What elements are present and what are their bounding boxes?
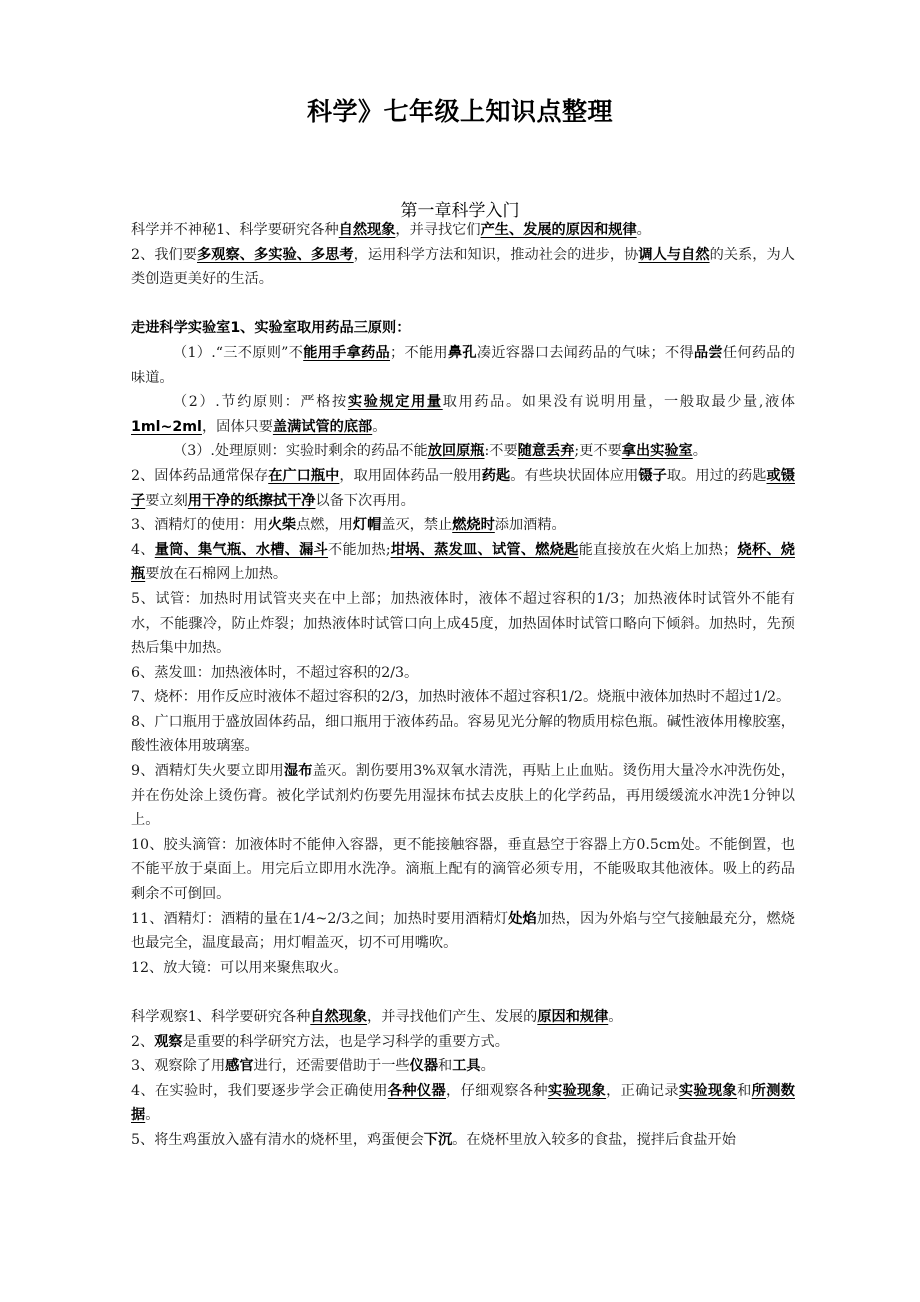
text-run: （1）.“三不原则”不 bbox=[173, 344, 304, 361]
emphasized-term: 盖满试管的底部 bbox=[272, 418, 373, 435]
text-run: 4、在实验时，我们要逐步学会正确使用 bbox=[131, 1082, 388, 1099]
text-run: 9、酒精灯失火要立即用 bbox=[131, 763, 284, 780]
emphasized-term: 自然现象 bbox=[310, 1009, 368, 1025]
text-run: ；不能用 bbox=[390, 344, 448, 361]
paragraph bbox=[131, 710, 795, 759]
chapter-heading: 第一章科学入门 bbox=[400, 201, 520, 221]
text-run: 取用药品。如果没有说明用量，一般取最少量,液体 bbox=[442, 394, 795, 411]
text-run: ，并寻找它们 bbox=[395, 222, 481, 238]
text-run: 11、酒精灯：酒精的量在1/4~2/3之间；加热时要用酒精灯 bbox=[131, 910, 509, 927]
text-run: 4、 bbox=[131, 541, 155, 558]
text-run: 不能加热; bbox=[328, 541, 391, 558]
emphasized-term: 处焰 bbox=[508, 910, 537, 927]
paragraph bbox=[131, 390, 795, 439]
text-run: 。在烧杯里放入较多的食盐，搅拌后食盐开始 bbox=[452, 1131, 736, 1148]
emphasized-term: 实验规定用量 bbox=[347, 394, 443, 411]
paragraph bbox=[131, 341, 795, 390]
emphasized-term: 拿出实验室 bbox=[621, 443, 693, 460]
text-run: 凑近容器口去闻药品的气味；不得 bbox=[476, 344, 694, 361]
text-run: 盖灭，禁止 bbox=[381, 517, 453, 534]
text-run: 以备下次再用。 bbox=[315, 492, 415, 509]
text-run: 2、我们要 bbox=[131, 246, 198, 263]
text-run: 科学并不神秘1、科学要研究各种 bbox=[131, 222, 339, 238]
text-run: 3、观察除了用 bbox=[131, 1058, 226, 1075]
emphasized-term: 湿布 bbox=[283, 763, 313, 780]
emphasized-term: 放回原瓶 bbox=[427, 443, 485, 460]
emphasized-term: 自然现象 bbox=[338, 222, 396, 238]
emphasized-term: 量筒、集气瓶、水槽、漏斗 bbox=[154, 541, 329, 558]
emphasized-term: 或镊子 bbox=[131, 467, 795, 509]
emphasized-term: 观察 bbox=[154, 1033, 183, 1050]
text-run: 8、广口瓶用于盛放固体药品，细口瓶用于液体药品。容易见光分解的物质用棕色瓶。碱性液体用橡胶塞，酸性液体用玻璃塞。 bbox=[131, 713, 795, 755]
paragraph bbox=[131, 956, 795, 981]
paragraph bbox=[131, 1005, 795, 1030]
emphasized-term: 下沉 bbox=[423, 1131, 453, 1148]
text-run: :不要 bbox=[484, 443, 518, 460]
text-run: 能直接放在火焰上加热； bbox=[578, 541, 738, 558]
emphasized-term: 仪器 bbox=[409, 1058, 439, 1075]
text-run: 6、蒸发皿：加热液体时，不超过容积的2/3。 bbox=[131, 664, 419, 681]
paragraph bbox=[131, 833, 795, 907]
text-run: 添加酒精。 bbox=[494, 517, 566, 534]
paragraph bbox=[131, 243, 795, 292]
emphasized-term: 品尝 bbox=[693, 344, 723, 361]
emphasized-term: 镊子 bbox=[638, 467, 667, 484]
document-body bbox=[131, 218, 795, 1153]
emphasized-term: 坩埚、蒸发皿、试管、燃烧匙 bbox=[390, 541, 579, 558]
text-run: ，仔细观察各种 bbox=[446, 1082, 548, 1099]
text-run: ;更不要 bbox=[574, 443, 622, 460]
emphasized-term: 调人与自然 bbox=[638, 246, 710, 263]
text-run: ，固体只要 bbox=[201, 418, 273, 435]
emphasized-term: 实验现象 bbox=[678, 1082, 738, 1099]
emphasized-term: 在广口瓶中 bbox=[268, 467, 340, 484]
text-run: 要立刻 bbox=[145, 492, 188, 509]
paragraph bbox=[131, 661, 795, 686]
text-run: 2、固体药品通常保存 bbox=[131, 467, 269, 484]
text-run: 要放在石棉网上加热。 bbox=[145, 566, 288, 583]
emphasized-term: 工具 bbox=[452, 1058, 481, 1075]
paragraph bbox=[131, 1054, 795, 1079]
text-run: 盖灭。割伤要用3%双氧水清洗，再贴上止血贴。烫伤用大量冷水冲洗伤处，并在伤处涂上烫伤膏。被化学试剂灼伤要先用湿抹布拭去皮肤上的化学药品，再用缓缓流水冲洗1分钟以上。 bbox=[131, 763, 795, 829]
text-run: 5、试管：加热时用试管夹夹在中上部；加热液体时，液体不超过容积的1/3；加热液体时试管外不能有水，不能骤冷，防止炸裂；加热液体时试管口向上成45度，加热固体时试管口略向下倾斜。加热时，先预热后集中加热。 bbox=[131, 590, 795, 657]
text-run: 2、 bbox=[131, 1033, 155, 1050]
text-run: 10、胶头滴管：加液体时不能伸入容器，更不能接触容器，垂直悬空于容器上方0.5cm处。不能倒置，也不能平放于桌面上。用完后立即用水洗净。滴瓶上配有的滴管必须专用，不能吸取其他液体。吸上的药品剩余不可倒回。 bbox=[131, 836, 795, 903]
paragraph bbox=[131, 1030, 795, 1055]
text-run: 5、将生鸡蛋放入盛有清水的烧杯里，鸡蛋便会 bbox=[131, 1131, 424, 1148]
text-run: 。 bbox=[636, 222, 651, 238]
text-run: （2）.节约原则：严格按 bbox=[173, 394, 348, 411]
text-run: 是重要的科学研究方法，也是学习科学的重要方式。 bbox=[182, 1033, 509, 1050]
paragraph bbox=[131, 464, 795, 513]
emphasized-term: 火柴 bbox=[267, 517, 297, 534]
text-run: ，并寻找他们产生、发展的 bbox=[367, 1009, 538, 1025]
text-run: 和 bbox=[438, 1058, 453, 1075]
emphasized-term: 燃烧时 bbox=[452, 517, 495, 534]
emphasized-term: 所测数据 bbox=[131, 1082, 795, 1124]
paragraph bbox=[131, 759, 795, 833]
text-run: 12、放大镜：可以用来聚焦取火。 bbox=[131, 959, 348, 976]
emphasized-term: 各种仪器 bbox=[387, 1082, 447, 1099]
paragraph bbox=[131, 907, 795, 956]
emphasized-term: 用干净的纸擦拭干净 bbox=[187, 492, 316, 509]
emphasized-term: 烧杯、烧瓶 bbox=[131, 541, 795, 583]
text-run: 7、烧杯：用作反应时液体不超过容积的2/3，加热时液体不超过容积1/2。烧瓶中液体加热时不超过1/2。 bbox=[131, 689, 791, 706]
emphasized-term: 药匙 bbox=[481, 467, 511, 484]
text-run: 。 bbox=[372, 418, 387, 435]
text-run: 。 bbox=[608, 1009, 623, 1025]
emphasized-term: 走进科学实验室1、实验室取用药品三原则： bbox=[131, 320, 411, 337]
emphasized-term: 灯帽 bbox=[352, 517, 382, 534]
paragraph bbox=[131, 587, 795, 661]
emphasized-term: 鼻孔 bbox=[447, 344, 477, 361]
emphasized-term: 1ml~2ml bbox=[131, 418, 202, 435]
text-run: 加热，因为外焰与空气接触最充分，燃烧也最完全，温度最高；用灯帽盖灭，切不可用嘴吹。 bbox=[131, 910, 795, 952]
paragraph bbox=[131, 316, 795, 341]
paragraph bbox=[131, 218, 795, 243]
text-run: ，运用科学方法和知识，推动社会的进步，协 bbox=[353, 246, 639, 263]
emphasized-term: 能用手拿药品 bbox=[303, 344, 391, 361]
emphasized-term: 原因和规律 bbox=[537, 1009, 609, 1025]
text-run: 。有些块状固体应用 bbox=[510, 467, 639, 484]
emphasized-term: 感官 bbox=[225, 1058, 254, 1075]
paragraph bbox=[131, 538, 795, 587]
emphasized-term: 随意丢弃 bbox=[517, 443, 575, 460]
text-run: （3）.处理原则：实验时剩余的药品不能 bbox=[173, 443, 428, 460]
text-run: 。 bbox=[692, 443, 707, 460]
text-run: 3、酒精灯的使用：用 bbox=[131, 517, 268, 534]
text-run: ，正确记录 bbox=[606, 1082, 679, 1099]
emphasized-term: 实验现象 bbox=[547, 1082, 607, 1099]
paragraph bbox=[131, 1079, 795, 1128]
text-run: 的关系，为人类创造更美好的生活。 bbox=[131, 246, 795, 288]
document-title: 科学》七年级上知识点整理 bbox=[306, 97, 613, 126]
paragraph bbox=[131, 439, 795, 464]
emphasized-term: 多观察、多实验、多思考 bbox=[197, 246, 354, 263]
text-run: 进行，还需要借助于一些 bbox=[253, 1058, 410, 1075]
text-run: ，取用固体药品一般用 bbox=[339, 467, 482, 484]
text-run: 任何药品的味道。 bbox=[131, 344, 795, 386]
text-run: 点燃，用 bbox=[296, 517, 353, 534]
text-run: 科学观察1、科学要研究各种 bbox=[131, 1009, 311, 1025]
emphasized-term: 产生、发展的原因和规律 bbox=[480, 222, 637, 238]
paragraph bbox=[131, 513, 795, 538]
paragraph-spacer bbox=[131, 980, 795, 1005]
text-run: 。 bbox=[480, 1058, 495, 1075]
text-run: 。 bbox=[145, 1107, 160, 1124]
text-run: 取。用过的药匙 bbox=[666, 467, 767, 484]
paragraph bbox=[131, 685, 795, 710]
paragraph bbox=[131, 1128, 795, 1153]
text-run: 和 bbox=[737, 1082, 752, 1099]
paragraph-spacer bbox=[131, 292, 795, 317]
